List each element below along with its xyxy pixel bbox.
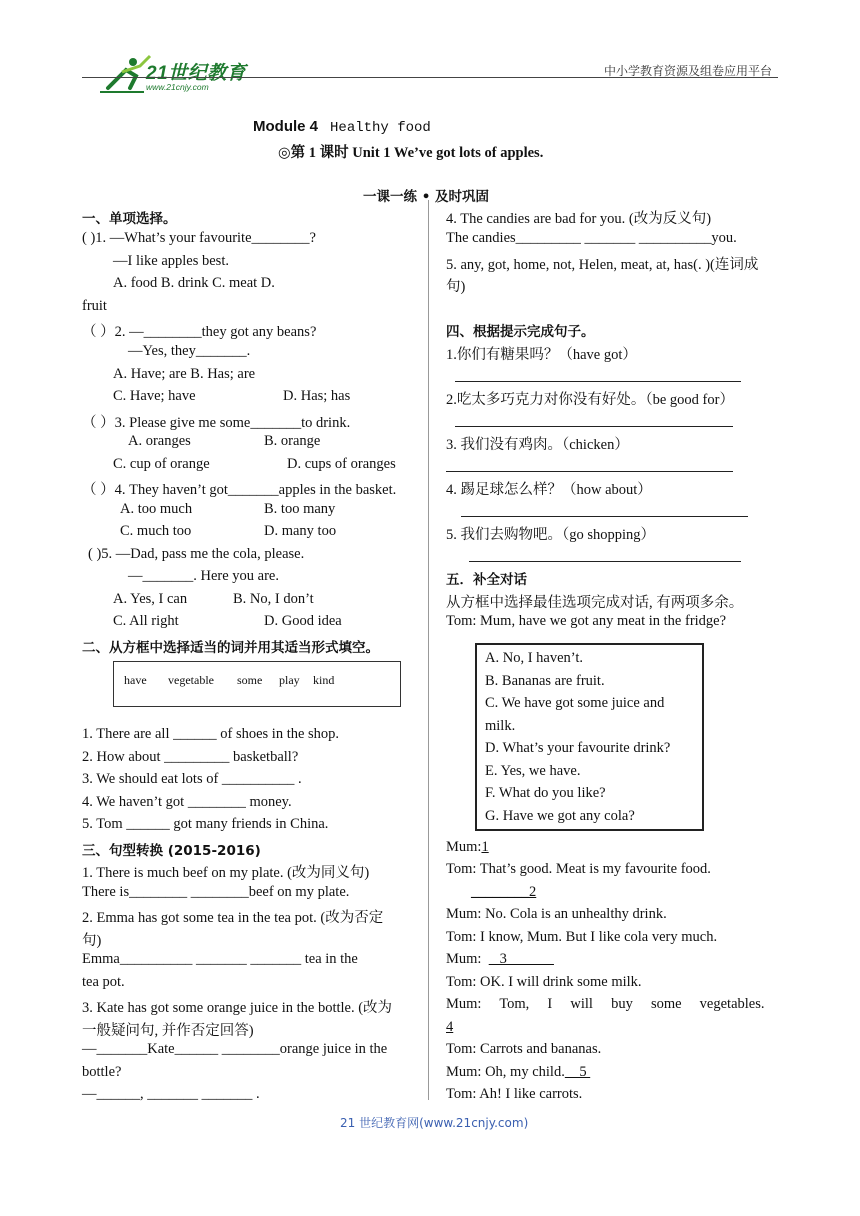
question-4: （ ）4. They haven’t got_______apples in the basket. (82, 482, 397, 498)
transform-4-answer: The candies_________ _______ __________you. (446, 230, 737, 246)
blank-4 (446, 1019, 453, 1036)
word-box-item: have (124, 673, 147, 687)
word-box-item: kind (313, 673, 335, 687)
complete-1: 1.你们有糖果吗？（have got） (446, 347, 637, 363)
complete-2: 2.吃太多巧克力对你没有好处。（be good for） (446, 392, 734, 408)
footer-source[interactable]: 21 世纪教育网(www.21cnjy.com) (340, 1116, 529, 1130)
word-box-item: some (237, 673, 263, 687)
complete-5: 5. 我们去购物吧。（go shopping） (446, 527, 656, 543)
fill-3: 3. We should eat lots of __________ . (82, 771, 302, 787)
transform-5: 5. any, got, home, not, Helen, meat, at, has(. )(连词成 (446, 257, 759, 273)
transform-3-cont: 一般疑问句, 并作否定回答) (82, 1023, 254, 1039)
dialogue-line: Mum: Tom, I will buy some vegetables. (446, 996, 765, 1012)
transform-5-cont: 句) (446, 279, 466, 295)
transform-2: 2. Emma has got some tea in the tea pot. (改为否定 (82, 910, 384, 926)
dialogue-line: Tom: Mum, have we got any meat in the fridge? (446, 613, 727, 629)
answer-line (446, 471, 733, 472)
speaker: Mum: (446, 951, 489, 967)
dialogue-line: Tom: I know, Mum. But I like cola very much. (446, 929, 718, 945)
fill-2: 2. How about _________ basketball? (82, 749, 299, 765)
question-4-option-a: A. too much (120, 501, 193, 517)
question-5-option-a: A. Yes, I can (113, 591, 188, 607)
lesson-title: ◎第 1 课时 Unit 1 We’ve got lots of apples. (278, 145, 544, 161)
dialogue-line (446, 1064, 590, 1081)
section-4-heading: 四、根据提示完成句子。 (446, 324, 595, 340)
dialogue-line: Mum: No. Cola is an unhealthy drink. (446, 906, 667, 922)
blank-5: 5 (564, 1064, 591, 1080)
question-5-option-c: C. All right (113, 613, 179, 629)
center-heading: 一课一练 • 及时巩固 (363, 189, 490, 205)
question-1-options-cont: fruit (82, 298, 107, 314)
question-2-option-c: C. Have; have (113, 388, 196, 404)
blank-2-text: ________2 (471, 884, 537, 900)
transform-3-answer-cont: bottle? (82, 1064, 122, 1080)
option-e: E. Yes, we have. (485, 763, 581, 779)
answer-line (461, 516, 748, 517)
topic-label: Healthy food (330, 120, 431, 136)
speaker: Mum: (446, 839, 482, 855)
logo-text: 21世纪教育 (146, 63, 247, 84)
complete-4: 4. 踢足球怎么样？（how about） (446, 482, 652, 498)
word-box-item: play (279, 673, 300, 687)
fill-1: 1. There are all ______ of shoes in the shop. (82, 726, 340, 742)
option-d: D. What’s your favourite drink? (485, 740, 671, 756)
platform-name: 中小学教育资源及组卷应用平台 (603, 64, 772, 78)
question-4-option-b: B. too many (264, 501, 336, 517)
question-3-option-b: B. orange (264, 433, 321, 449)
dialogue-line: Tom: Ah! I like carrots. (446, 1086, 583, 1102)
logo-url: www.21cnjy.com (146, 82, 209, 92)
transform-3: 3. Kate has got some orange juice in the bottle. (改为 (82, 1000, 393, 1016)
section-1-heading: 一、单项选择。 (82, 211, 177, 227)
question-3-option-c: C. cup of orange (113, 456, 210, 472)
word-box (113, 661, 401, 707)
transform-2-cont: 句) (82, 933, 102, 949)
speaker: Mum: Oh, my child. (446, 1064, 565, 1080)
blank-3: 3 (488, 951, 554, 967)
column-divider (428, 200, 429, 1100)
dialogue-line: Tom: Carrots and bananas. (446, 1041, 602, 1057)
transform-2-answer-cont: tea pot. (82, 974, 125, 990)
dialogue-line: Tom: That’s good. Meat is my favourite food. (446, 861, 711, 877)
options-box (475, 643, 704, 831)
complete-3: 3. 我们没有鸡肉。（chicken） (446, 437, 629, 453)
transform-3-answer-2: —______, _______ _______ . (82, 1086, 260, 1102)
question-5: ( )5. —Dad, pass me the cola, please. (88, 546, 305, 562)
dialogue-line (446, 951, 554, 968)
section-5-instruction: 从方框中选择最佳选项完成对话, 有两项多余。 (446, 595, 744, 611)
question-4-option-c: C. much too (120, 523, 192, 539)
transform-1: 1. There is much beef on my plate. (改为同义句) (82, 865, 370, 881)
dialogue-line (446, 839, 489, 856)
question-2-option-d: D. Has; has (283, 388, 351, 404)
option-g: G. Have we got any cola? (485, 808, 635, 824)
question-3: （ ）3. Please give me some_______to drink. (82, 415, 351, 431)
transform-3-answer: —_______Kate______ ________orange juice in the (82, 1041, 388, 1057)
module-label: Module 4 (253, 118, 319, 135)
page-title (253, 118, 431, 136)
section-3-heading: 三、句型转换 (2015-2016) (82, 843, 261, 859)
section-5-heading: 五．补全对话 (446, 572, 527, 588)
option-c: C. We have got some juice and (485, 695, 665, 711)
answer-line (469, 561, 741, 562)
fill-5: 5. Tom ______ got many friends in China. (82, 816, 329, 832)
option-f: F. What do you like? (485, 785, 606, 801)
fill-4: 4. We haven’t got ________ money. (82, 794, 292, 810)
question-5-option-d: D. Good idea (264, 613, 342, 629)
question-2: （ ）2. —________they got any beans? (82, 324, 317, 340)
blank-2 (471, 884, 536, 901)
question-1-options: A. food B. drink C. meat D. (113, 275, 275, 291)
option-c-cont: milk. (485, 718, 516, 734)
question-3-option-a: A. oranges (128, 433, 191, 449)
header-rule (82, 77, 778, 78)
blank-1: 1 (481, 839, 489, 855)
question-3-option-d: D. cups of oranges (287, 456, 396, 472)
question-1-response: —I like apples best. (113, 253, 229, 269)
question-4-option-d: D. many too (264, 523, 337, 539)
question-5-option-b: B. No, I don’t (233, 591, 314, 607)
transform-4: 4. The candies are bad for you. (改为反义句) (446, 211, 712, 227)
answer-line (455, 381, 741, 382)
question-2-response: —Yes, they_______. (128, 343, 251, 359)
question-2-option-ab: A. Have; are B. Has; are (113, 366, 256, 382)
word-box-item: vegetable (168, 673, 214, 687)
transform-1-answer: There is________ ________beef on my plate. (82, 884, 350, 900)
question-1: ( )1. —What’s your favourite________? (82, 230, 316, 246)
blank-4-text: 4 (446, 1019, 454, 1035)
dialogue-line: Tom: OK. I will drink some milk. (446, 974, 642, 990)
option-b: B. Bananas are fruit. (485, 673, 605, 689)
option-a: A. No, I haven’t. (485, 650, 583, 666)
answer-line (455, 426, 733, 427)
question-5-response: —_______. Here you are. (128, 568, 279, 584)
transform-2-answer: Emma__________ _______ _______ tea in the (82, 951, 358, 967)
section-2-heading: 二、从方框中选择适当的词并用其适当形式填空。 (82, 640, 379, 656)
